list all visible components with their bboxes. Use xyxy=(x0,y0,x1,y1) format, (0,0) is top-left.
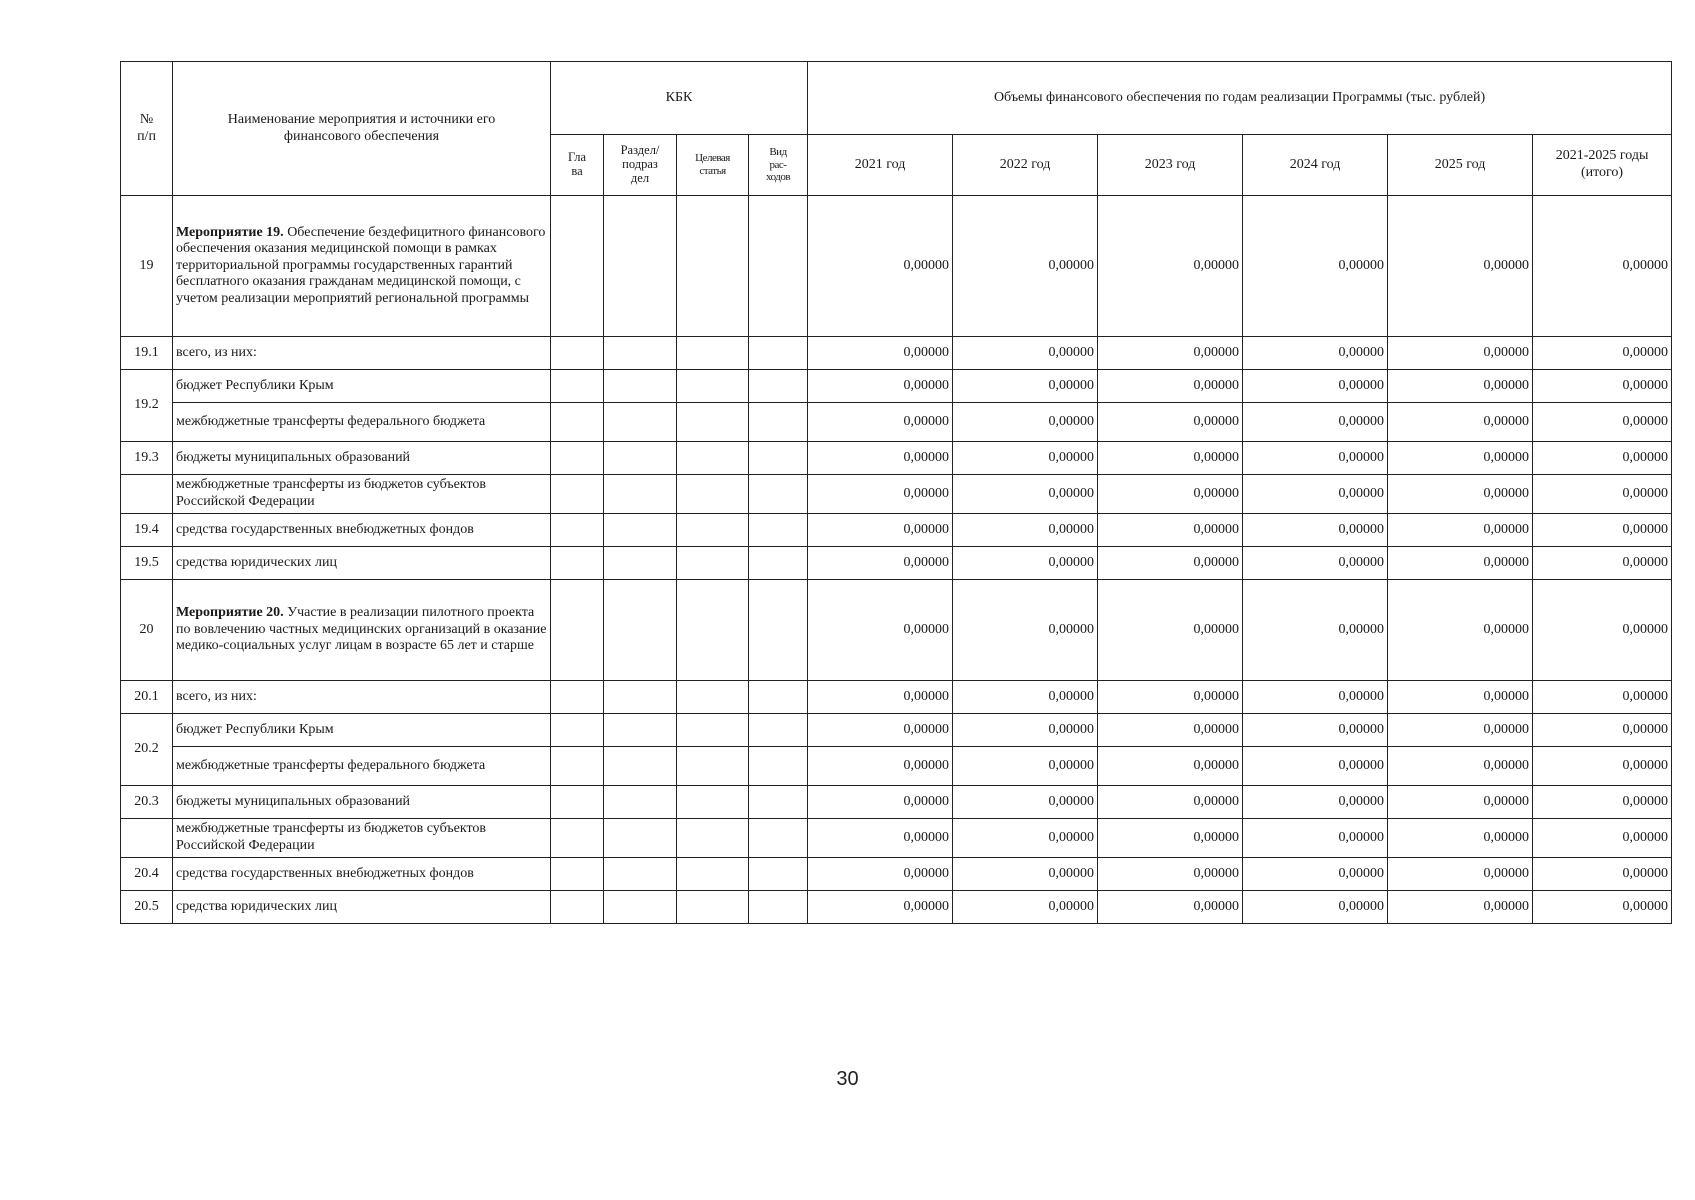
value-cell: 0,00000 xyxy=(1098,475,1243,514)
value-cell: 0,00000 xyxy=(1388,547,1533,580)
row-label: бюджеты муниципальных образований xyxy=(173,442,551,475)
row-label: межбюджетные трансферты федерального бюджета xyxy=(173,747,551,786)
value-cell: 0,00000 xyxy=(1533,858,1672,891)
table-row xyxy=(121,196,1672,337)
kbk-cell xyxy=(677,442,749,475)
row-num: 19.5 xyxy=(121,547,173,580)
event-text: Участие в реализации пилотного проекта по вовлечению частных медицинских организаций в оказание медико-социальных услуг лицам в возрасте 65 лет и старше xyxy=(176,605,547,654)
kbk-cell xyxy=(749,337,808,370)
value-cell: 0,00000 xyxy=(1243,403,1388,442)
value-cell: 0,00000 xyxy=(1243,442,1388,475)
table-row xyxy=(121,681,1672,714)
kbk-cell xyxy=(677,475,749,514)
row-label: межбюджетные трансферты из бюджетов субъектов Российской Федерации xyxy=(173,475,551,514)
table-body xyxy=(121,196,1672,924)
value-cell: 0,00000 xyxy=(1533,714,1672,747)
kbk-cell xyxy=(749,714,808,747)
kbk-cell xyxy=(551,580,604,681)
value-cell: 0,00000 xyxy=(953,580,1098,681)
value-cell: 0,00000 xyxy=(953,747,1098,786)
row-num xyxy=(121,475,173,514)
value-cell: 0,00000 xyxy=(808,475,953,514)
kbk-cell xyxy=(551,475,604,514)
value-cell: 0,00000 xyxy=(953,891,1098,924)
kbk-cell xyxy=(551,819,604,858)
event-description xyxy=(173,196,551,337)
kbk-cell xyxy=(551,681,604,714)
kbk-cell xyxy=(677,337,749,370)
value-cell: 0,00000 xyxy=(808,442,953,475)
value-cell: 0,00000 xyxy=(953,403,1098,442)
kbk-cell xyxy=(677,580,749,681)
header-year-total: 2021-2025 годы (итого) xyxy=(1533,135,1672,196)
kbk-cell xyxy=(604,442,677,475)
row-num: 20 xyxy=(121,580,173,681)
value-cell: 0,00000 xyxy=(1243,370,1388,403)
value-cell: 0,00000 xyxy=(1388,714,1533,747)
row-label: средства государственных внебюджетных фондов xyxy=(173,514,551,547)
table-row xyxy=(121,858,1672,891)
value-cell: 0,00000 xyxy=(808,891,953,924)
value-cell: 0,00000 xyxy=(1533,403,1672,442)
row-label: средства юридических лиц xyxy=(173,547,551,580)
value-cell: 0,00000 xyxy=(808,747,953,786)
kbk-cell xyxy=(551,547,604,580)
value-cell: 0,00000 xyxy=(953,681,1098,714)
value-cell: 0,00000 xyxy=(1098,714,1243,747)
kbk-cell xyxy=(749,819,808,858)
header-volumes: Объемы финансового обеспечения по годам реализации Программы (тыс. рублей) xyxy=(808,62,1672,135)
row-label: всего, из них: xyxy=(173,681,551,714)
value-cell: 0,00000 xyxy=(1098,858,1243,891)
table-row xyxy=(121,442,1672,475)
value-cell: 0,00000 xyxy=(953,370,1098,403)
value-cell: 0,00000 xyxy=(1533,514,1672,547)
kbk-cell xyxy=(749,196,808,337)
kbk-cell xyxy=(604,714,677,747)
table-row xyxy=(121,747,1672,786)
kbk-cell xyxy=(551,514,604,547)
kbk-cell xyxy=(604,370,677,403)
table-row xyxy=(121,580,1672,681)
value-cell: 0,00000 xyxy=(1098,681,1243,714)
header-kbk-target: Целевая статья xyxy=(677,135,749,196)
value-cell: 0,00000 xyxy=(1533,819,1672,858)
kbk-cell xyxy=(677,196,749,337)
value-cell: 0,00000 xyxy=(953,858,1098,891)
event-title: Мероприятие 20. xyxy=(176,605,284,621)
header-kbk-razdel: Раздел/ подраз дел xyxy=(604,135,677,196)
row-num: 20.2 xyxy=(121,714,173,786)
value-cell: 0,00000 xyxy=(953,714,1098,747)
header-year-2024: 2024 год xyxy=(1243,135,1388,196)
row-label: всего, из них: xyxy=(173,337,551,370)
row-num: 20.4 xyxy=(121,858,173,891)
value-cell: 0,00000 xyxy=(1533,580,1672,681)
header-num: № п/п xyxy=(121,62,173,196)
value-cell: 0,00000 xyxy=(1388,514,1533,547)
table-row xyxy=(121,891,1672,924)
row-num: 19.1 xyxy=(121,337,173,370)
value-cell: 0,00000 xyxy=(808,714,953,747)
value-cell: 0,00000 xyxy=(1533,786,1672,819)
value-cell: 0,00000 xyxy=(1533,681,1672,714)
value-cell: 0,00000 xyxy=(808,858,953,891)
value-cell: 0,00000 xyxy=(808,370,953,403)
value-cell: 0,00000 xyxy=(1243,337,1388,370)
value-cell: 0,00000 xyxy=(1388,747,1533,786)
kbk-cell xyxy=(604,337,677,370)
row-label: бюджет Республики Крым xyxy=(173,370,551,403)
kbk-cell xyxy=(551,337,604,370)
kbk-cell xyxy=(604,858,677,891)
kbk-cell xyxy=(749,547,808,580)
value-cell: 0,00000 xyxy=(1243,196,1388,337)
kbk-cell xyxy=(604,747,677,786)
value-cell: 0,00000 xyxy=(1388,337,1533,370)
row-num: 19.3 xyxy=(121,442,173,475)
value-cell: 0,00000 xyxy=(1533,475,1672,514)
value-cell: 0,00000 xyxy=(1388,858,1533,891)
value-cell: 0,00000 xyxy=(953,475,1098,514)
row-label: средства государственных внебюджетных фондов xyxy=(173,858,551,891)
kbk-cell xyxy=(604,681,677,714)
kbk-cell xyxy=(551,370,604,403)
value-cell: 0,00000 xyxy=(1098,403,1243,442)
value-cell: 0,00000 xyxy=(1098,747,1243,786)
kbk-cell xyxy=(551,891,604,924)
value-cell: 0,00000 xyxy=(808,547,953,580)
kbk-cell xyxy=(749,475,808,514)
header-name: Наименование мероприятия и источники его финансового обеспечения xyxy=(173,62,551,196)
table-row xyxy=(121,337,1672,370)
kbk-cell xyxy=(749,580,808,681)
financing-table xyxy=(120,61,1672,924)
value-cell: 0,00000 xyxy=(1388,196,1533,337)
kbk-cell xyxy=(677,514,749,547)
value-cell: 0,00000 xyxy=(1388,786,1533,819)
row-num: 20.1 xyxy=(121,681,173,714)
row-num: 19 xyxy=(121,196,173,337)
kbk-cell xyxy=(604,475,677,514)
value-cell: 0,00000 xyxy=(808,786,953,819)
header-kbk-glava: Гла ва xyxy=(551,135,604,196)
kbk-cell xyxy=(677,858,749,891)
table-row xyxy=(121,403,1672,442)
kbk-cell xyxy=(677,681,749,714)
value-cell: 0,00000 xyxy=(1098,547,1243,580)
value-cell: 0,00000 xyxy=(1388,370,1533,403)
row-num: 19.2 xyxy=(121,370,173,442)
value-cell: 0,00000 xyxy=(1533,547,1672,580)
value-cell: 0,00000 xyxy=(1098,196,1243,337)
value-cell: 0,00000 xyxy=(1098,370,1243,403)
value-cell: 0,00000 xyxy=(953,442,1098,475)
row-label: межбюджетные трансферты из бюджетов субъектов Российской Федерации xyxy=(173,819,551,858)
value-cell: 0,00000 xyxy=(953,337,1098,370)
value-cell: 0,00000 xyxy=(808,514,953,547)
table-row xyxy=(121,819,1672,858)
row-num: 19.4 xyxy=(121,514,173,547)
kbk-cell xyxy=(604,819,677,858)
value-cell: 0,00000 xyxy=(1098,337,1243,370)
table-row xyxy=(121,370,1672,403)
row-num: 20.3 xyxy=(121,786,173,819)
kbk-cell xyxy=(551,858,604,891)
value-cell: 0,00000 xyxy=(1243,580,1388,681)
value-cell: 0,00000 xyxy=(1243,681,1388,714)
kbk-cell xyxy=(604,891,677,924)
value-cell: 0,00000 xyxy=(1388,580,1533,681)
kbk-cell xyxy=(604,196,677,337)
value-cell: 0,00000 xyxy=(1098,514,1243,547)
table-row xyxy=(121,475,1672,514)
row-num: 20.5 xyxy=(121,891,173,924)
kbk-cell xyxy=(749,403,808,442)
page-number: 30 xyxy=(836,1068,859,1090)
value-cell: 0,00000 xyxy=(1533,747,1672,786)
kbk-cell xyxy=(551,747,604,786)
kbk-cell xyxy=(749,858,808,891)
kbk-cell xyxy=(677,891,749,924)
kbk-cell xyxy=(677,547,749,580)
kbk-cell xyxy=(551,403,604,442)
table-row xyxy=(121,714,1672,747)
kbk-cell xyxy=(551,714,604,747)
kbk-cell xyxy=(677,819,749,858)
kbk-cell xyxy=(677,747,749,786)
kbk-cell xyxy=(604,403,677,442)
kbk-cell xyxy=(551,786,604,819)
value-cell: 0,00000 xyxy=(1533,442,1672,475)
value-cell: 0,00000 xyxy=(1533,337,1672,370)
value-cell: 0,00000 xyxy=(1243,786,1388,819)
kbk-cell xyxy=(749,681,808,714)
kbk-cell xyxy=(749,514,808,547)
value-cell: 0,00000 xyxy=(1388,891,1533,924)
value-cell: 0,00000 xyxy=(953,547,1098,580)
kbk-cell xyxy=(749,442,808,475)
value-cell: 0,00000 xyxy=(808,681,953,714)
table-row xyxy=(121,786,1672,819)
value-cell: 0,00000 xyxy=(1243,714,1388,747)
header-year-2021: 2021 год xyxy=(808,135,953,196)
value-cell: 0,00000 xyxy=(953,514,1098,547)
value-cell: 0,00000 xyxy=(1388,819,1533,858)
row-label: средства юридических лиц xyxy=(173,891,551,924)
kbk-cell xyxy=(604,514,677,547)
value-cell: 0,00000 xyxy=(808,337,953,370)
kbk-cell xyxy=(551,442,604,475)
header-kbk-type: Вид рас- ходов xyxy=(749,135,808,196)
kbk-cell xyxy=(677,370,749,403)
table-row xyxy=(121,514,1672,547)
kbk-cell xyxy=(749,891,808,924)
value-cell: 0,00000 xyxy=(808,403,953,442)
value-cell: 0,00000 xyxy=(808,819,953,858)
value-cell: 0,00000 xyxy=(1243,475,1388,514)
kbk-cell xyxy=(604,547,677,580)
kbk-cell xyxy=(677,714,749,747)
value-cell: 0,00000 xyxy=(1388,475,1533,514)
kbk-cell xyxy=(677,403,749,442)
value-cell: 0,00000 xyxy=(1243,547,1388,580)
value-cell: 0,00000 xyxy=(1533,891,1672,924)
value-cell: 0,00000 xyxy=(1243,891,1388,924)
value-cell: 0,00000 xyxy=(1388,442,1533,475)
value-cell: 0,00000 xyxy=(1098,442,1243,475)
kbk-cell xyxy=(551,196,604,337)
value-cell: 0,00000 xyxy=(1098,891,1243,924)
row-label: бюджет Республики Крым xyxy=(173,714,551,747)
row-label: межбюджетные трансферты федерального бюджета xyxy=(173,403,551,442)
value-cell: 0,00000 xyxy=(953,819,1098,858)
value-cell: 0,00000 xyxy=(1243,858,1388,891)
value-cell: 0,00000 xyxy=(1098,819,1243,858)
event-title: Мероприятие 19. xyxy=(176,224,284,240)
table-row xyxy=(121,547,1672,580)
value-cell: 0,00000 xyxy=(1243,819,1388,858)
value-cell: 0,00000 xyxy=(1388,681,1533,714)
event-description xyxy=(173,580,551,681)
value-cell: 0,00000 xyxy=(953,196,1098,337)
value-cell: 0,00000 xyxy=(808,580,953,681)
value-cell: 0,00000 xyxy=(1098,786,1243,819)
kbk-cell xyxy=(749,370,808,403)
event-text: Обеспечение бездефицитного финансового обеспечения оказания медицинской помощи в рамках территориальной программы государственных гарантий бесплатного оказания гражданам медицинской помощи, с учетом реализации мероприятий региональной программы xyxy=(176,224,546,306)
header-kbk: КБК xyxy=(551,62,808,135)
kbk-cell xyxy=(604,786,677,819)
kbk-cell xyxy=(749,786,808,819)
value-cell: 0,00000 xyxy=(1098,580,1243,681)
value-cell: 0,00000 xyxy=(1388,403,1533,442)
kbk-cell xyxy=(749,747,808,786)
value-cell: 0,00000 xyxy=(953,786,1098,819)
header-year-2025: 2025 год xyxy=(1388,135,1533,196)
value-cell: 0,00000 xyxy=(1533,370,1672,403)
header-year-2023: 2023 год xyxy=(1098,135,1243,196)
value-cell: 0,00000 xyxy=(1243,514,1388,547)
value-cell: 0,00000 xyxy=(1243,747,1388,786)
value-cell: 0,00000 xyxy=(1533,196,1672,337)
header-year-2022: 2022 год xyxy=(953,135,1098,196)
value-cell: 0,00000 xyxy=(808,196,953,337)
kbk-cell xyxy=(604,580,677,681)
kbk-cell xyxy=(677,786,749,819)
row-label: бюджеты муниципальных образований xyxy=(173,786,551,819)
row-num xyxy=(121,819,173,858)
